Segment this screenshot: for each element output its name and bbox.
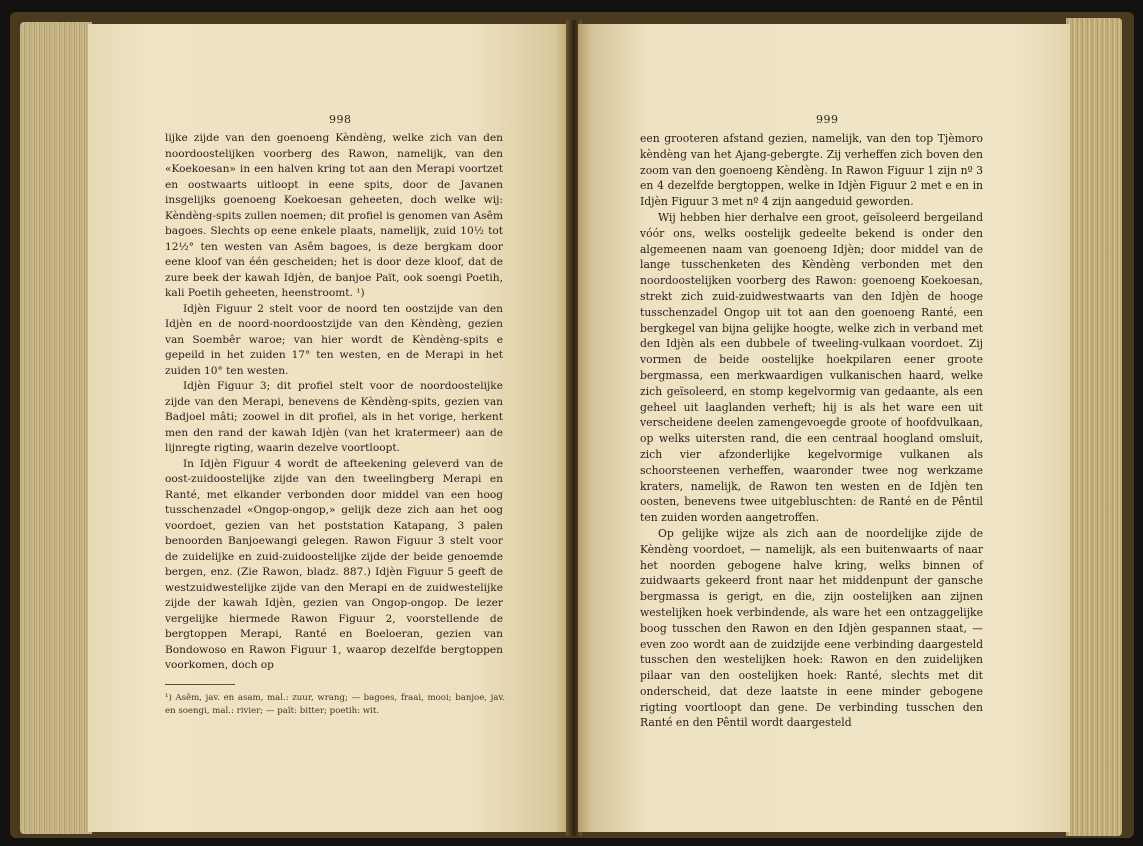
- right-page-number: 999: [816, 113, 839, 126]
- paragraph: Wij hebben hier derhalve een groot, geïsoleerd bergeiland vóór ons, welks oostelijk gedeelte bekend is onder den algemeenen naam van goenoeng Idjèn; door middel van de lange tusschenketen des Kèndèng verbonden met den noordoostelijken voorberg des Rawon: goenoeng Koekoesan, strekt zich zuid-zuidwestwaarts van den Idjèn de hooge tusschenzadel Ongop uit tot aan den goenoeng Ranté, een bergkegel van bijna gelijke hoogte, welke zich in verband met den Idjèn als een dubbele of tweeling-vulkaan voordoet. Zij vormen de beide oostelijke hoekpilaren eener groote bergmassa, een merkwaardigen vulkanischen haard, welke zich geïsoleerd, en stomp kegelvormig van gedaante, als een geheel uit laaglanden verheft; hij is als het ware een uit verscheidene deelen zamengevoegde groote of hoofdvulkaan, op welks uitersten rand, die een centraal hoogland omsluit, zich vier afzonderlijke kegelvormige vulkanen als schoorsteenen verheffen, waaronder twee nog werkzame kraters, namelijk, de Rawon ten westen en de Idjèn ten oosten, benevens twee uitgebluschten: de Ranté en de Pêntil ten zuiden worden aangetroffen.: [640, 210, 983, 525]
- right-page-text: [640, 131, 983, 731]
- paragraph: Idjèn Figuur 3; dit profiel stelt voor de noordoostelijke zijde van den Merapi, benevens de Kèndèng-spits, gezien van Badjoel mâti; zoowel in dit profiel, als in het vorige, herkent men den rand der kawah Idjèn (van het kratermeer) aan de lijnregte rigting, waarin dezelve voortloopt.: [165, 380, 503, 454]
- left-page: [88, 24, 570, 832]
- right-page-edges: [1066, 18, 1122, 836]
- paragraph: Op gelijke wijze als zich aan de noordelijke zijde de Kèndèng voordoet, — namelijk, als een buitenwaarts of naar het noorden gebogene halve kring, welks binnen of zuidwaarts gekeerd front naar het middenpunt der gansche bergmassa is gerigt, en die, zijn oostelijken aan zijnen westelijken hoek verbindende, als ware het een ontzaggelijke boog tusschen den Rawon en den Idjèn gespannen staat, — even zoo wordt aan de zuidzijde eene verbinding daargesteld tusschen den westelijken hoek: Rawon en den zuidelijken pilaar van den oostelijken hoek: Ranté, slechts met dit onderscheid, dat deze laatste in eene minder gebogene rigting voortloopt dan gene. De verbinding tusschen den Ranté en den Pêntil wordt daargesteld: [640, 526, 983, 730]
- paragraph: In Idjèn Figuur 4 wordt de afteekening geleverd van de oost-zuidoostelijke zijde van den tweelingberg Merapi en Ranté, met elkander verbonden door middel van een hoog tusschenzadel «Ongop-ongop,» gelijk deze zich aan het oog voordoet, gezien van het poststation Katapang, 3 palen benoorden Banjoewangi gelegen. Rawon Figuur 3 stelt voor de zuidelijke en zuid-zuidoostelijke zijde der beide genoemde bergen, enz. (Zie Rawon, bladz. 887.) Idjèn Figuur 5 geeft de westzuidwestelijke zijde van den Merapi en de zuidwestelijke zijde der kawah Idjèn, gezien van Ongop-ongop. De lezer vergelijke hiermede Rawon Figuur 2, voorstellende de bergtoppen Merapi, Ranté en Boeloeran, gezien van Bondowoso en Rawon Figuur 1, waarop dezelfde bergtoppen voorkomen, doch op: [165, 457, 503, 671]
- footnote: ¹) Asêm, jav. en asam, mal.: zuur, wrang; — bagoes, fraai, mooi; banjoe, jav. en soengi, mal.: rivier; — paït: bitter; poetih: wit.: [165, 693, 505, 716]
- right-page: [578, 24, 1070, 832]
- paragraph: Idjèn Figuur 2 stelt voor de noord ten oostzijde van den Idjèn en de noord-noordoostzijde van den Kèndèng, gezien van Soembêr waroe; van hier wordt de Kèndèng-spits e gepeild in het zuiden 17° ten westen, en de Merapi in het zuiden 10° ten westen.: [165, 302, 503, 377]
- left-page-number: 998: [329, 113, 352, 126]
- left-page-edges: [20, 22, 92, 834]
- paragraph: lijke zijde van den goenoeng Kèndèng, welke zich van den noordoostelijken voorberg des Rawon, namelijk, van den «Koekoesan» in een halven kring tot aan den Merapi voortzet en oostwaarts uitloopt in eene spits, door de Javanen insgelijks goenoeng Koekoesan geheeten, doch welke wij: Kèndèng-spits zullen noemen; dit profiel is genomen van Asêm bagoes. Slechts op eene enkele plaats, namelijk, zuid 10½ tot 12½° ten westen van Asêm bagoes, is deze bergkam door eene kloof van één gescheiden; het is door deze kloof, dat de zure beek der kawah Idjèn, de banjoe Paït, ook soengi Poetih, kali Poetih geheeten, heenstroomt. ¹): [165, 132, 503, 299]
- paragraph: een grooteren afstand gezien, namelijk, van den top Tjèmoro kèndèng van het Ajang-gebergte. Zij verheffen zich boven den zoom van den goenoeng Kèndèng. In Rawon Figuur 1 zijn nº 3 en 4 dezelfde bergtoppen, welke in Idjèn Figuur 2 met e en in Idjèn Figuur 3 met nº 4 zijn aangeduid geworden.: [640, 132, 983, 209]
- left-page-text: [165, 131, 503, 674]
- footnote-rule: [165, 684, 235, 685]
